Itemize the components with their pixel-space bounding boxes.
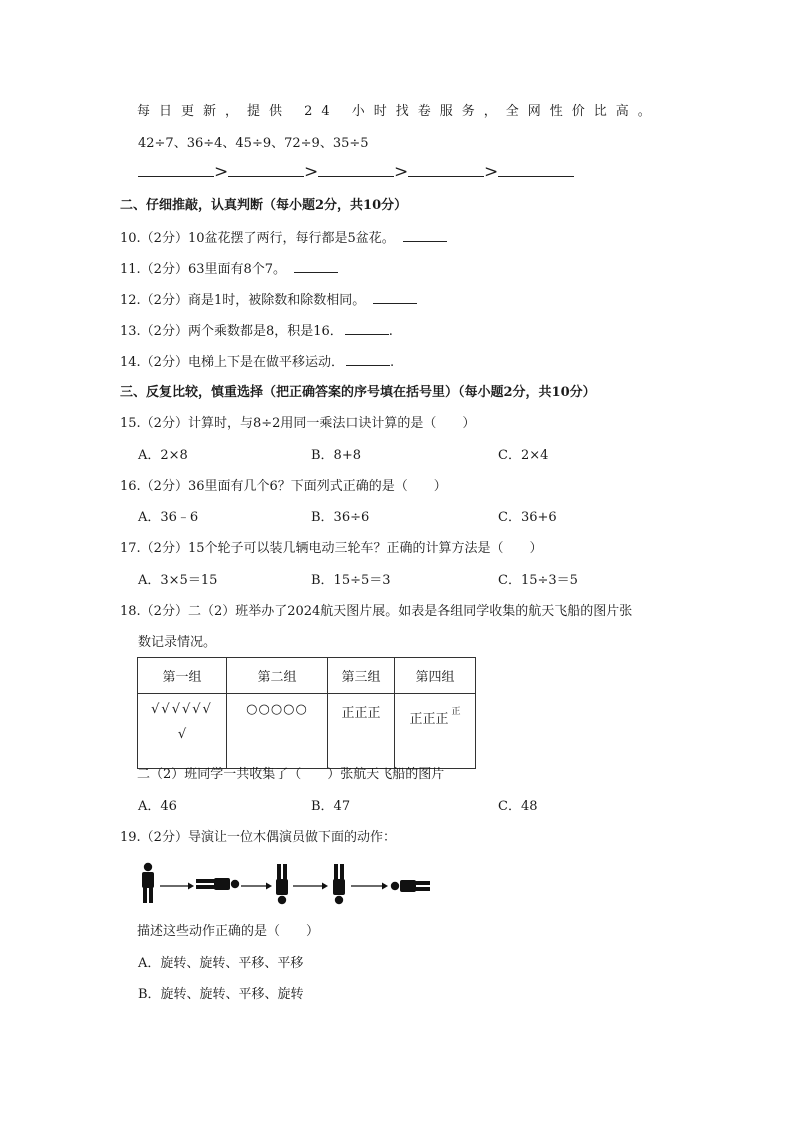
question-12-text: 12.（2分）商是1时，被除数和除数相同。 (120, 293, 366, 308)
checkmarks-row-2: √ (177, 727, 187, 742)
tally-table (137, 657, 476, 769)
greater-than-sign: > (304, 162, 319, 182)
answer-blank-q10[interactable] (403, 229, 447, 242)
q18-option-a[interactable]: A．46 (138, 799, 177, 814)
cell-group-4 (395, 694, 476, 769)
puppet-lying-head-left-icon (391, 880, 430, 892)
q16-option-c[interactable]: C．36+6 (498, 510, 557, 525)
period: . (389, 355, 395, 370)
q17-option-b[interactable]: B．15÷5＝3 (311, 573, 391, 588)
question-14 (120, 353, 394, 372)
promo-line: 每日更新，提供 24 小时找卷服务，全网性价比高。 (137, 104, 660, 119)
question-10-text: 10.（2分）10盆花摆了两行，每行都是5盆花。 (120, 231, 395, 246)
period: . (388, 324, 393, 339)
answer-blank-2[interactable] (228, 162, 304, 177)
question-19: 19.（2分）导演让一位木偶演员做下面的动作： (120, 830, 396, 845)
q15-option-b[interactable]: B．8+8 (311, 448, 361, 463)
q16-option-b[interactable]: B．36÷6 (311, 510, 370, 525)
section-2-heading: 二、仔细推敲，认真判断（每小题2分，共10分） (120, 198, 408, 213)
answer-blank-q11[interactable] (294, 260, 338, 273)
partial-zheng-mark: 正 (451, 707, 461, 717)
header-group-2: 第二组 (227, 658, 328, 694)
header-group-1: 第一组 (138, 658, 227, 694)
answer-blank-3[interactable] (318, 162, 394, 177)
arrow-icon (160, 883, 194, 890)
question-16: 16.（2分）36里面有几个6？下面列式正确的是（ ） (120, 479, 447, 494)
checkmarks-row-1: √√√√√√ (151, 702, 213, 717)
greater-than-sign: > (214, 162, 229, 182)
question-18-line-1: 18.（2分）二（2）班举办了2024航天图片展。如表是各组同学收集的航天飞船的图片张 (120, 604, 633, 619)
cell-group-2 (227, 694, 328, 769)
question-11 (120, 260, 338, 279)
greater-than-sign: > (394, 162, 409, 182)
question-11-text: 11.（2分）63里面有8个7。 (120, 262, 287, 277)
answer-blank-4[interactable] (408, 162, 484, 177)
q15-option-c[interactable]: C．2×4 (498, 448, 549, 463)
q9-ordering-chain (138, 162, 574, 182)
answer-blank-1[interactable] (138, 162, 214, 177)
question-15: 15.（2分）计算时，与8÷2用同一乘法口诀计算的是（ ） (120, 416, 476, 431)
q16-option-a[interactable]: A．36﹣6 (138, 510, 199, 525)
question-18-prompt: 二（2）班同学一共收集了（ ）张航天飞船的图片 (137, 767, 445, 782)
circle-marks: ○○○○○ (246, 702, 308, 717)
answer-blank-q13[interactable] (345, 322, 389, 335)
question-18-line-2: 数记录情况。 (138, 635, 217, 650)
q9-expression: 42÷7、36÷4、45÷9、72÷9、35÷5 (138, 136, 369, 151)
q19-option-a[interactable]: A．旋转、旋转、平移、平移 (138, 956, 304, 971)
section-3-heading: 三、反复比较，慎重选择（把正确答案的序号填在括号里）（每小题2分，共10分） (120, 385, 596, 400)
zheng-marks: 正正正 (341, 706, 381, 721)
header-group-4: 第四组 (395, 658, 476, 694)
cell-group-3 (328, 694, 395, 769)
q18-option-c[interactable]: C．48 (498, 799, 538, 814)
puppet-standing-icon (142, 863, 154, 903)
q18-option-b[interactable]: B．47 (311, 799, 351, 814)
header-group-3: 第三组 (328, 658, 395, 694)
arrow-icon (351, 883, 388, 890)
cell-group-1 (138, 694, 227, 769)
q17-option-a[interactable]: A．3×5＝15 (138, 573, 218, 588)
question-19-prompt: 描述这些动作正确的是（ ） (137, 924, 320, 939)
question-10 (120, 229, 447, 248)
puppet-upside-down-icon (333, 864, 345, 904)
puppet-upside-down-icon (276, 864, 288, 904)
question-17: 17.（2分）15个轮子可以装几辆电动三轮车？正确的计算方法是（ ） (120, 541, 543, 556)
q15-option-a[interactable]: A．2×8 (138, 448, 188, 463)
greater-than-sign: > (484, 162, 499, 182)
puppet-lying-head-right-icon (196, 878, 239, 890)
answer-blank-5[interactable] (498, 162, 574, 177)
puppet-motion-figure (138, 862, 438, 908)
answer-blank-q14[interactable] (346, 353, 390, 366)
answer-blank-q12[interactable] (373, 291, 417, 304)
zheng-marks: 正正正 (409, 712, 449, 727)
question-13 (120, 322, 393, 341)
question-14-text: 14.（2分）电梯上下是在做平移运动． (120, 355, 344, 370)
q17-option-c[interactable]: C．15÷3＝5 (498, 573, 578, 588)
arrow-icon (241, 883, 272, 890)
question-12 (120, 291, 417, 310)
arrow-icon (293, 883, 328, 890)
q19-option-b[interactable]: B．旋转、旋转、平移、旋转 (138, 987, 304, 1002)
question-13-text: 13.（2分）两个乘数都是8，积是16． (120, 324, 343, 339)
